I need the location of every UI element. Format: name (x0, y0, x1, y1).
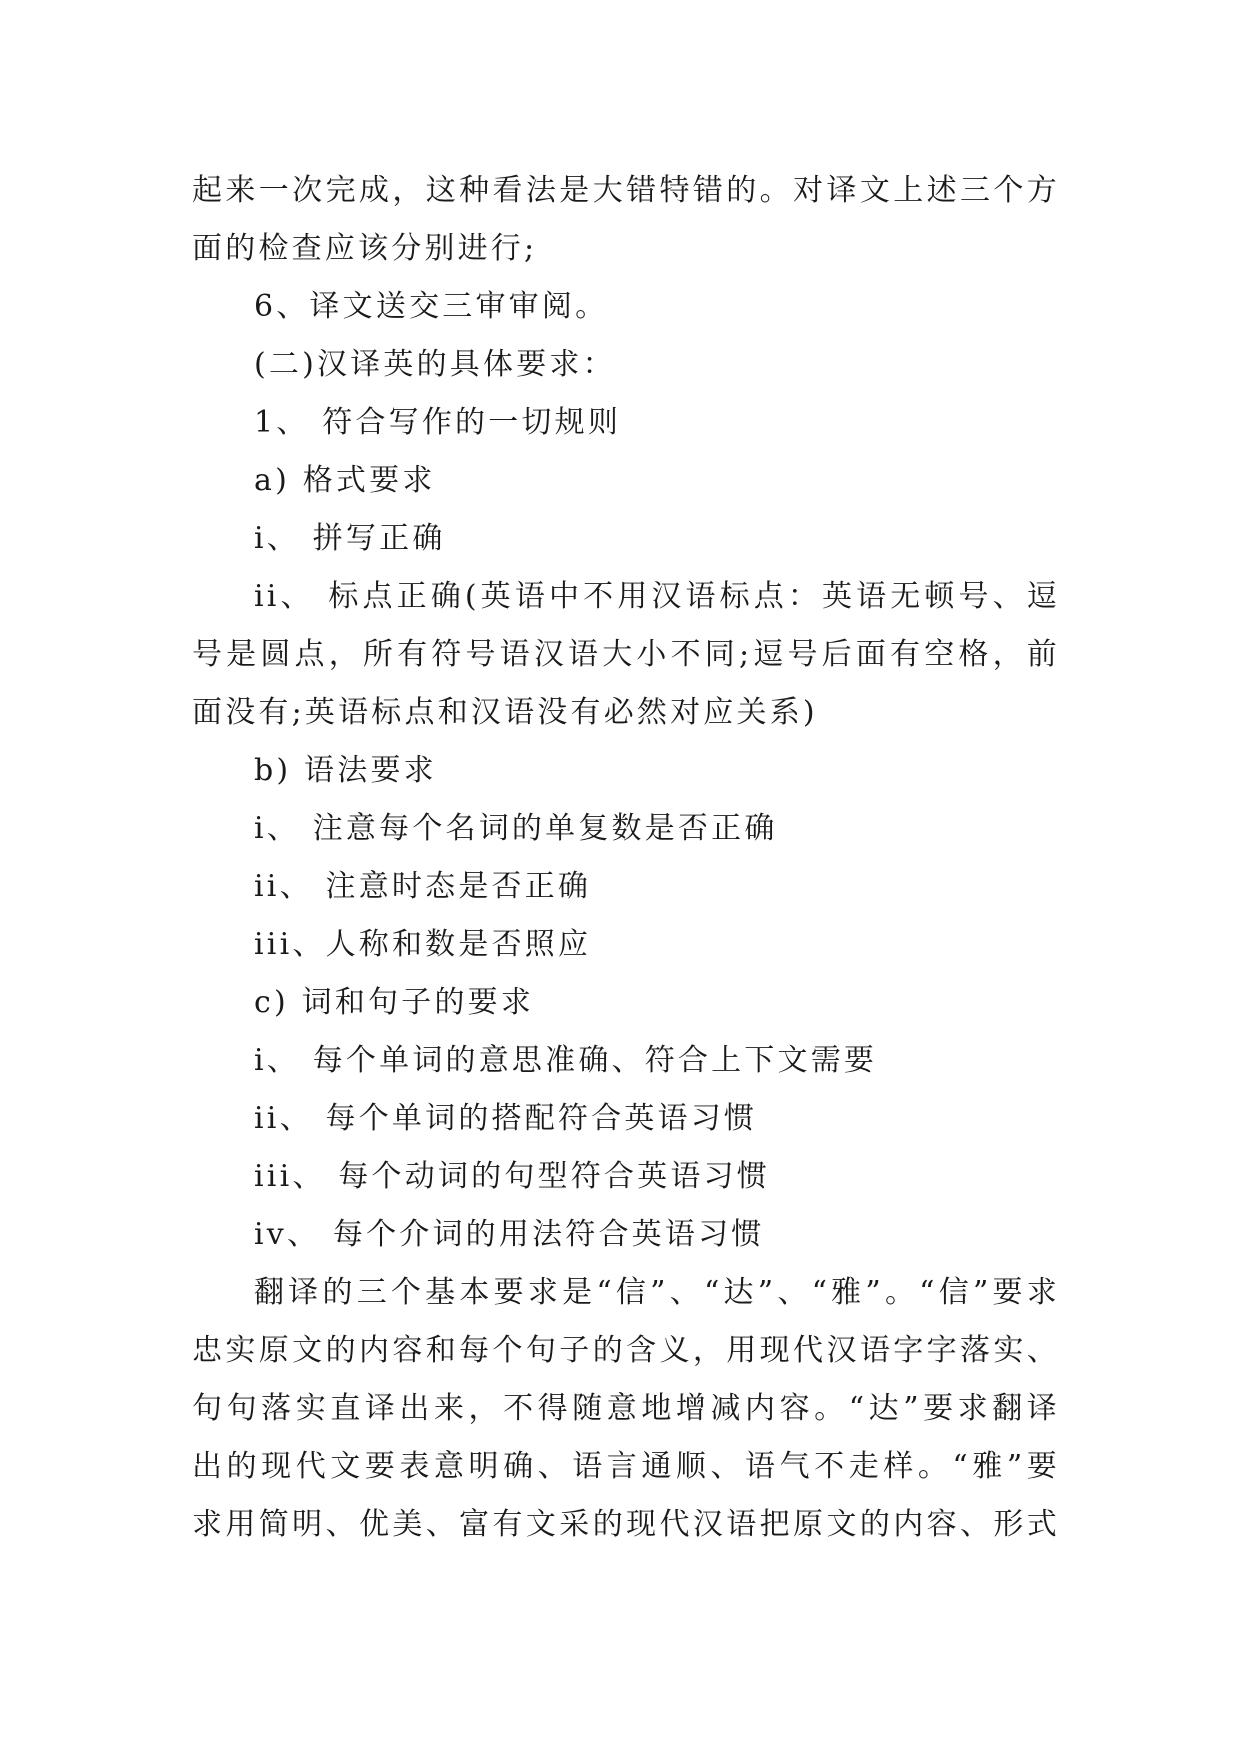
paragraph-line: 求用简明、优美、富有文采的现代汉语把原文的内容、形式 (192, 1507, 1060, 1542)
paragraph-line: 出的现代文要表意明确、语言通顺、语气不走样。“雅”要 (192, 1449, 1060, 1484)
list-item: i、 注意每个名词的单复数是否正确 (254, 811, 778, 846)
text-line: 面没有;英语标点和汉语没有必然对应关系) (192, 695, 818, 730)
list-item: iii、人称和数是否照应 (254, 927, 592, 962)
text-line: 6、译文送交三审审阅。 (254, 289, 609, 324)
list-item: iii、 每个动词的句型符合英语习惯 (254, 1159, 770, 1194)
text-line: 起来一次完成，这种看法是大错特错的。对译文上述三个方 (192, 173, 1060, 208)
paragraph-line: 忠实原文的内容和每个句子的含义，用现代汉语字字落实、 (192, 1333, 1060, 1368)
list-item: i、 拼写正确 (254, 521, 446, 556)
list-item: b) 语法要求 (254, 753, 437, 788)
list-item: ii、 注意时态是否正确 (254, 869, 592, 904)
list-item: c) 词和句子的要求 (254, 985, 535, 1020)
paragraph-line: 翻译的三个基本要求是“信”、“达”、“雅”。“信”要求 (254, 1275, 1060, 1310)
text-line: 面的检查应该分别进行; (192, 231, 538, 266)
list-item: iv、 每个介词的用法符合英语习惯 (254, 1217, 765, 1252)
list-item: ii、 每个单词的搭配符合英语习惯 (254, 1101, 758, 1136)
paragraph-line: 句句落实直译出来，不得随意地增减内容。“达”要求翻译 (192, 1391, 1060, 1426)
list-item: ii、 标点正确(英语中不用汉语标点：英语无顿号、逗 (254, 579, 1060, 614)
document-body (192, 162, 1060, 1554)
list-item: a) 格式要求 (254, 463, 436, 498)
text-line: 号是圆点，所有符号语汉语大小不同;逗号后面有空格，前 (192, 637, 1060, 672)
list-item: 1、 符合写作的一切规则 (254, 405, 622, 440)
list-item: i、 每个单词的意思准确、符合上下文需要 (254, 1043, 878, 1078)
section-heading: (二)汉译英的具体要求： (254, 347, 616, 382)
